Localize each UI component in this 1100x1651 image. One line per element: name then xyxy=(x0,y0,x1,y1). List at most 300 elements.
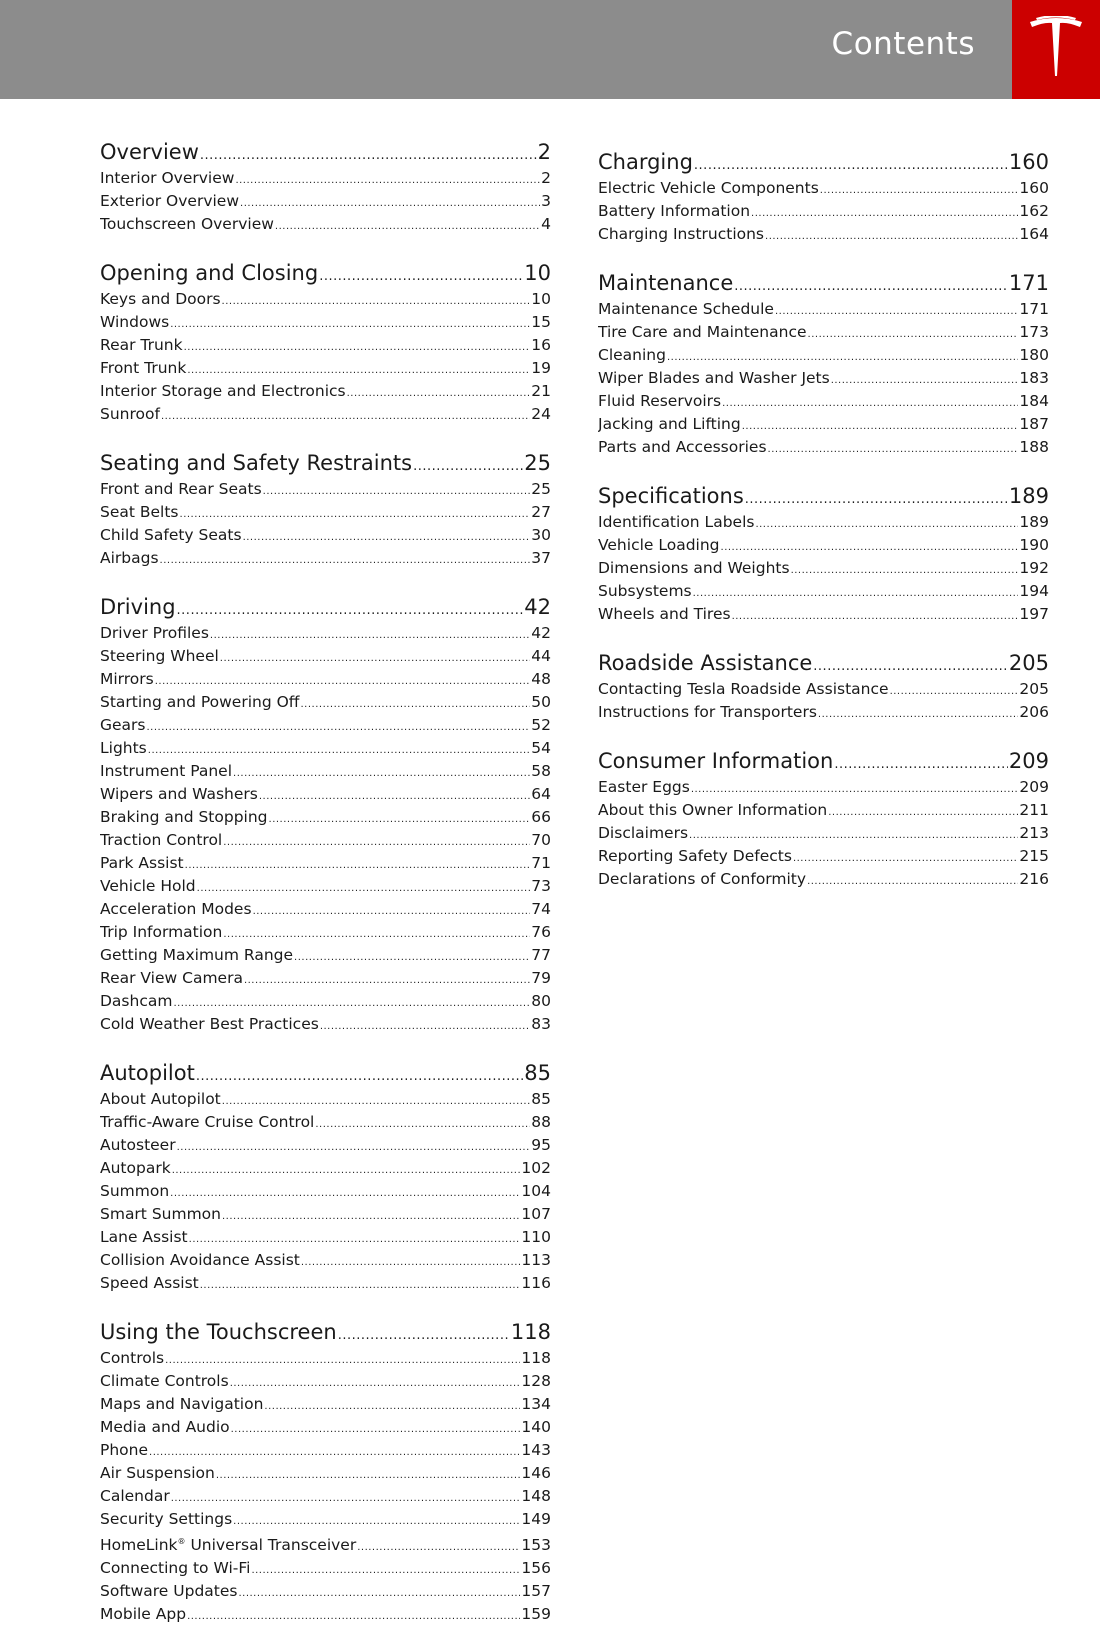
dot-leader xyxy=(171,1489,521,1509)
toc-entry-link[interactable] xyxy=(598,414,1049,437)
entry-title xyxy=(100,738,147,758)
toc-entry-link[interactable] xyxy=(100,1348,551,1371)
toc-entry-link[interactable] xyxy=(598,702,1049,725)
dot-leader xyxy=(775,302,1018,322)
toc-section-seating-and-safety-restraints xyxy=(100,451,551,571)
entry-page-number: 24 xyxy=(531,405,551,423)
entry-page-number: 116 xyxy=(521,1274,551,1292)
entry-label: Seat Belts xyxy=(100,503,179,521)
dot-leader xyxy=(791,561,1019,581)
entry-page-number: 44 xyxy=(531,647,551,665)
entry-label: Tire Care and Maintenance xyxy=(598,323,807,341)
entry-label: Touchscreen Overview xyxy=(100,215,274,233)
toc-entry-link[interactable] xyxy=(100,623,551,646)
toc-entry-link[interactable] xyxy=(100,1181,551,1204)
entry-page-number: 184 xyxy=(1019,392,1049,410)
entry-label: Sunroof xyxy=(100,405,160,423)
registered-mark: ® xyxy=(177,1537,186,1546)
toc-entry-link[interactable] xyxy=(100,1532,551,1558)
dot-leader xyxy=(170,315,530,335)
toc-entry-link[interactable] xyxy=(100,1112,551,1135)
entry-title xyxy=(100,853,184,873)
entry-page-number: 102 xyxy=(521,1159,551,1177)
entry-page-number: 164 xyxy=(1019,225,1049,243)
entry-label: Speed Assist xyxy=(100,1274,199,1292)
dot-leader xyxy=(691,780,1019,800)
entry-page-number: 189 xyxy=(1019,513,1049,531)
entry-title xyxy=(100,1250,300,1270)
section-page-number: 10 xyxy=(524,261,551,285)
toc-entry-link[interactable] xyxy=(100,1089,551,1112)
entry-title xyxy=(100,876,196,896)
dot-leader xyxy=(338,1323,510,1348)
toc-entry-link[interactable] xyxy=(100,404,551,427)
entry-label: Wheels and Tires xyxy=(598,605,731,623)
entry-page-number: 190 xyxy=(1019,536,1049,554)
dot-leader xyxy=(231,1420,521,1440)
entry-page-number: 73 xyxy=(531,877,551,895)
entry-page-number: 162 xyxy=(1019,202,1049,220)
toc-entry-link[interactable] xyxy=(598,846,1049,869)
section-heading-link[interactable] xyxy=(598,150,1049,178)
entry-title xyxy=(100,289,221,309)
dot-leader xyxy=(319,264,523,289)
entry-title xyxy=(598,800,827,820)
toc-entry-link[interactable] xyxy=(598,679,1049,702)
toc-entry-link[interactable] xyxy=(100,853,551,876)
section-heading-link[interactable] xyxy=(598,749,1049,777)
dot-leader xyxy=(185,856,531,876)
dot-leader xyxy=(200,143,537,168)
toc-entry-link[interactable] xyxy=(598,800,1049,823)
toc-entry-link[interactable] xyxy=(598,604,1049,627)
entry-title xyxy=(598,201,750,221)
toc-entry-link[interactable] xyxy=(100,715,551,738)
toc-entry-link[interactable] xyxy=(598,869,1049,892)
toc-entry-link[interactable] xyxy=(598,437,1049,460)
section-page-number: 160 xyxy=(1008,150,1049,174)
entry-page-number: 104 xyxy=(521,1182,551,1200)
entry-label: Autopark xyxy=(100,1159,171,1177)
entry-label: About Autopilot xyxy=(100,1090,221,1108)
entry-page-number: 209 xyxy=(1019,778,1049,796)
section-heading-link[interactable] xyxy=(598,484,1049,512)
entry-label: Traction Control xyxy=(100,831,223,849)
dot-leader xyxy=(831,371,1019,391)
toc-entry-link[interactable] xyxy=(100,1371,551,1394)
entry-page-number: 79 xyxy=(531,969,551,987)
toc-entry-link[interactable] xyxy=(100,1463,551,1486)
entry-page-number: 107 xyxy=(521,1205,551,1223)
entry-page-number: 206 xyxy=(1019,703,1049,721)
dot-leader xyxy=(253,902,531,922)
section-heading-link[interactable] xyxy=(598,651,1049,679)
entry-title xyxy=(100,1558,250,1578)
entry-title xyxy=(100,1509,232,1529)
dot-leader xyxy=(196,1064,523,1089)
entry-title xyxy=(100,623,209,643)
entry-page-number: 128 xyxy=(521,1372,551,1390)
dot-leader xyxy=(147,718,531,738)
entry-label: Braking and Stopping xyxy=(100,808,268,826)
entry-label: Keys and Doors xyxy=(100,290,221,308)
entry-label: Vehicle Hold xyxy=(100,877,196,895)
section-heading-link[interactable] xyxy=(100,140,551,168)
section-title: Opening and Closing xyxy=(100,261,319,285)
toc-section-maintenance xyxy=(598,271,1049,460)
entry-title xyxy=(598,512,754,532)
toc-entry-link[interactable] xyxy=(100,830,551,853)
entry-page-number: 85 xyxy=(531,1090,551,1108)
entry-label: Instrument Panel xyxy=(100,762,233,780)
toc-entry-link[interactable] xyxy=(100,1558,551,1581)
section-heading-link[interactable] xyxy=(100,1320,551,1348)
toc-entry-link[interactable] xyxy=(100,991,551,1014)
entry-page-number: 66 xyxy=(531,808,551,826)
toc-entry-link[interactable] xyxy=(100,945,551,968)
entry-title xyxy=(100,1135,176,1155)
entry-title xyxy=(598,869,806,889)
toc-entry-link[interactable] xyxy=(598,391,1049,414)
toc-entry-link[interactable] xyxy=(100,1604,551,1627)
entry-title xyxy=(100,1348,164,1368)
entry-title xyxy=(100,1089,221,1109)
dot-leader xyxy=(180,505,531,525)
dot-leader xyxy=(828,803,1018,823)
entry-label: Exterior Overview xyxy=(100,192,240,210)
entry-label: Air Suspension xyxy=(100,1464,215,1482)
entry-label: Gears xyxy=(100,716,146,734)
entry-title xyxy=(100,358,186,378)
entry-page-number: 153 xyxy=(521,1536,551,1555)
entry-title xyxy=(100,761,232,781)
entry-title xyxy=(100,1417,230,1437)
dot-leader xyxy=(732,607,1019,627)
entry-page-number: 70 xyxy=(531,831,551,849)
entry-page-number: 183 xyxy=(1019,369,1049,387)
dot-leader xyxy=(148,741,531,761)
entry-page-number: 83 xyxy=(531,1015,551,1033)
toc-entry-link[interactable] xyxy=(100,784,551,807)
dot-leader xyxy=(177,598,524,623)
toc-entry-link[interactable] xyxy=(100,1158,551,1181)
entry-title xyxy=(100,1158,171,1178)
dot-leader xyxy=(189,1230,521,1250)
entry-label: Fluid Reservoirs xyxy=(598,392,722,410)
toc-entry-link[interactable] xyxy=(100,1486,551,1509)
section-heading-link[interactable] xyxy=(100,595,551,623)
toc-section-charging xyxy=(598,150,1049,247)
entry-title xyxy=(100,1204,221,1224)
entry-label: Connecting to Wi-Fi xyxy=(100,1559,251,1578)
dot-leader xyxy=(240,194,540,214)
dot-leader xyxy=(294,948,530,968)
entry-label: Wipers and Washers xyxy=(100,785,258,803)
entry-title xyxy=(100,807,268,827)
dot-leader xyxy=(210,626,530,646)
entry-page-number: 77 xyxy=(531,946,551,964)
page-title: Contents xyxy=(831,26,975,62)
entry-title xyxy=(598,604,731,624)
section-heading-link[interactable] xyxy=(100,261,551,289)
entry-page-number: 30 xyxy=(531,526,551,544)
section-title: Autopilot xyxy=(100,1061,195,1085)
section-page-number: 85 xyxy=(524,1061,551,1085)
entry-label: Battery Information xyxy=(598,202,751,220)
section-title: Using the Touchscreen xyxy=(100,1320,337,1344)
entry-label: Mobile App xyxy=(100,1605,187,1624)
section-title: Consumer Information xyxy=(598,749,834,773)
toc-entry-link[interactable] xyxy=(598,201,1049,224)
toc-entry-link[interactable] xyxy=(100,525,551,548)
toc-entry-link[interactable] xyxy=(100,761,551,784)
dot-leader xyxy=(222,1092,531,1112)
dot-leader xyxy=(768,440,1019,460)
entry-title xyxy=(100,191,239,211)
toc-entry-link[interactable] xyxy=(100,381,551,404)
dot-leader xyxy=(187,361,530,381)
entry-page-number: 157 xyxy=(521,1582,551,1601)
toc-entry-link[interactable] xyxy=(598,178,1049,201)
toc-entry-link[interactable] xyxy=(598,535,1049,558)
entry-title xyxy=(100,1463,215,1483)
dot-leader xyxy=(200,1276,521,1296)
entry-label: Vehicle Loading xyxy=(598,536,720,554)
entry-label: Front Trunk xyxy=(100,359,187,377)
toc-entry-link[interactable] xyxy=(100,548,551,571)
toc-entry-link[interactable] xyxy=(100,1581,551,1604)
toc-entry-link[interactable] xyxy=(100,738,551,761)
toc-entry-link[interactable] xyxy=(100,922,551,945)
entry-label: Phone xyxy=(100,1441,149,1459)
entry-page-number: 37 xyxy=(531,549,551,567)
entry-label: Windows xyxy=(100,313,170,331)
entry-label: Summon xyxy=(100,1182,170,1200)
dot-leader xyxy=(694,153,1008,178)
entry-title xyxy=(100,1371,229,1391)
dot-leader xyxy=(264,1397,520,1417)
entry-title xyxy=(100,1227,188,1247)
entry-label: Electric Vehicle Components xyxy=(598,179,819,197)
toc-left-column xyxy=(100,140,551,1651)
entry-label: Reporting Safety Defects xyxy=(598,847,792,865)
toc-entry-link[interactable] xyxy=(598,224,1049,247)
toc-entry-link[interactable] xyxy=(100,1417,551,1440)
section-title: Driving xyxy=(100,595,176,619)
dot-leader xyxy=(689,826,1018,846)
entry-title xyxy=(100,968,243,988)
dot-leader xyxy=(233,1512,520,1532)
toc-entry-link[interactable] xyxy=(100,289,551,312)
toc-section-driving xyxy=(100,595,551,1037)
entry-label: Jacking and Lifting xyxy=(598,415,741,433)
entry-label: Driver Profiles xyxy=(100,624,209,642)
section-page-number: 209 xyxy=(1008,749,1049,773)
entry-title xyxy=(100,899,252,919)
entry-label: Disclaimers xyxy=(598,824,689,842)
toc-entry-link[interactable] xyxy=(598,777,1049,800)
entry-title xyxy=(100,646,219,666)
toc-entry-link[interactable] xyxy=(100,358,551,381)
entry-page-number: 52 xyxy=(531,716,551,734)
dot-leader xyxy=(693,584,1019,604)
dot-leader xyxy=(667,348,1018,368)
toc-entry-link[interactable] xyxy=(100,876,551,899)
dot-leader xyxy=(765,227,1018,247)
dot-leader xyxy=(170,1184,520,1204)
dot-leader xyxy=(243,528,531,548)
entry-page-number: 80 xyxy=(531,992,551,1010)
dot-leader xyxy=(155,672,531,692)
toc-entry-link[interactable] xyxy=(100,1014,551,1037)
entry-page-number: 42 xyxy=(531,624,551,642)
toc-entry-link[interactable] xyxy=(598,322,1049,345)
toc-entry-link[interactable] xyxy=(598,368,1049,391)
toc-entry-link[interactable] xyxy=(598,299,1049,322)
entry-title xyxy=(100,404,160,424)
toc-entry-link[interactable] xyxy=(100,1394,551,1417)
entry-page-number: 15 xyxy=(531,313,551,331)
entry-page-number: 2 xyxy=(541,169,551,187)
entry-page-number: 140 xyxy=(521,1418,551,1436)
toc-section-opening-and-closing xyxy=(100,261,551,427)
entry-label: Maintenance Schedule xyxy=(598,300,774,318)
toc-entry-link[interactable] xyxy=(100,312,551,335)
dot-leader xyxy=(220,649,530,669)
entry-title xyxy=(598,414,741,434)
entry-page-number: 187 xyxy=(1019,415,1049,433)
dot-leader xyxy=(320,1017,530,1037)
dot-leader xyxy=(793,849,1018,869)
toc-entry-link[interactable] xyxy=(100,692,551,715)
toc-entry-link[interactable] xyxy=(100,807,551,830)
entry-page-number: 216 xyxy=(1019,870,1049,888)
entry-page-number: 21 xyxy=(531,382,551,400)
entry-label: Getting Maximum Range xyxy=(100,946,294,964)
entry-title xyxy=(598,679,889,699)
entry-label: Cold Weather Best Practices xyxy=(100,1015,319,1033)
dot-leader xyxy=(187,1607,520,1627)
entry-label: Declarations of Conformity xyxy=(598,870,807,888)
dot-leader xyxy=(172,1161,521,1181)
entry-page-number: 76 xyxy=(531,923,551,941)
entry-page-number: 54 xyxy=(531,739,551,757)
entry-title xyxy=(598,846,792,866)
toc-entry-link[interactable] xyxy=(100,1204,551,1227)
toc-entry-link[interactable] xyxy=(598,512,1049,535)
toc-entry-link[interactable] xyxy=(100,502,551,525)
entry-title xyxy=(598,299,774,319)
dot-leader xyxy=(222,1207,520,1227)
toc-entry-link[interactable] xyxy=(100,1440,551,1463)
toc-entry-link[interactable] xyxy=(100,479,551,502)
toc-entry-link[interactable] xyxy=(598,558,1049,581)
entry-title xyxy=(598,702,817,722)
toc-entry-link[interactable] xyxy=(100,214,551,237)
dot-leader xyxy=(721,538,1019,558)
entry-label: Trip Information xyxy=(100,923,223,941)
entry-page-number: 27 xyxy=(531,503,551,521)
entry-title xyxy=(100,1581,237,1601)
entry-label: Front and Rear Seats xyxy=(100,480,262,498)
section-page-number: 205 xyxy=(1008,651,1049,675)
entry-label: Acceleration Modes xyxy=(100,900,252,918)
toc-entry-link[interactable] xyxy=(598,345,1049,368)
section-title: Seating and Safety Restraints xyxy=(100,451,413,475)
entry-title xyxy=(100,1604,186,1624)
section-page-number: 171 xyxy=(1008,271,1049,295)
entry-page-number: 188 xyxy=(1019,438,1049,456)
entry-title xyxy=(598,581,692,601)
dot-leader xyxy=(301,1253,521,1273)
entry-title xyxy=(100,525,242,545)
toc-entry-link[interactable] xyxy=(100,168,551,191)
entry-page-number: 19 xyxy=(531,359,551,377)
toc-entry-link[interactable] xyxy=(100,669,551,692)
entry-title xyxy=(100,692,300,712)
toc-entry-link[interactable] xyxy=(100,646,551,669)
header-bar xyxy=(0,0,1100,99)
dot-leader xyxy=(235,171,540,191)
entry-label: Maps and Navigation xyxy=(100,1395,264,1413)
section-page-number: 2 xyxy=(537,140,551,164)
section-heading-link[interactable] xyxy=(100,451,551,479)
entry-label: Identification Labels xyxy=(598,513,755,531)
entry-page-number: 16 xyxy=(531,336,551,354)
dot-leader xyxy=(263,482,531,502)
entry-title xyxy=(100,669,154,689)
entry-page-number: 197 xyxy=(1019,605,1049,623)
toc-entry-link[interactable] xyxy=(100,899,551,922)
toc-entry-link[interactable] xyxy=(100,335,551,358)
toc-entry-link[interactable] xyxy=(100,1227,551,1250)
section-title: Charging xyxy=(598,150,693,174)
entry-label: Steering Wheel xyxy=(100,647,219,665)
entry-page-number: 134 xyxy=(521,1395,551,1413)
dot-leader xyxy=(161,407,530,427)
entry-title xyxy=(100,830,222,850)
toc-entry-link[interactable] xyxy=(100,968,551,991)
toc-entry-link[interactable] xyxy=(100,1250,551,1273)
entry-page-number: 194 xyxy=(1019,582,1049,600)
section-title: Maintenance xyxy=(598,271,734,295)
section-heading-link[interactable] xyxy=(100,1061,551,1089)
toc-entry-link[interactable] xyxy=(100,1509,551,1532)
dot-leader xyxy=(223,925,530,945)
dot-leader xyxy=(745,487,1008,512)
entry-page-number: 113 xyxy=(521,1251,551,1269)
toc-entry-link[interactable] xyxy=(598,823,1049,846)
entry-page-number: 159 xyxy=(521,1605,551,1624)
entry-title xyxy=(100,168,234,188)
toc-entry-link[interactable] xyxy=(100,191,551,214)
entry-page-number: 10 xyxy=(531,290,551,308)
entry-label: Autosteer xyxy=(100,1136,176,1154)
toc-entry-link[interactable] xyxy=(100,1273,551,1296)
logo-box xyxy=(1012,0,1100,99)
toc-entry-link[interactable] xyxy=(100,1135,551,1158)
toc-entry-link[interactable] xyxy=(598,581,1049,604)
entry-title xyxy=(100,1486,170,1506)
entry-page-number: 205 xyxy=(1019,680,1049,698)
toc-section-specifications xyxy=(598,484,1049,627)
entry-label: Lights xyxy=(100,739,147,757)
entry-page-number: 180 xyxy=(1019,346,1049,364)
entry-label: Child Safety Seats xyxy=(100,526,242,544)
section-heading-link[interactable] xyxy=(598,271,1049,299)
entry-title xyxy=(598,178,819,198)
entry-label: Security Settings xyxy=(100,1510,233,1528)
